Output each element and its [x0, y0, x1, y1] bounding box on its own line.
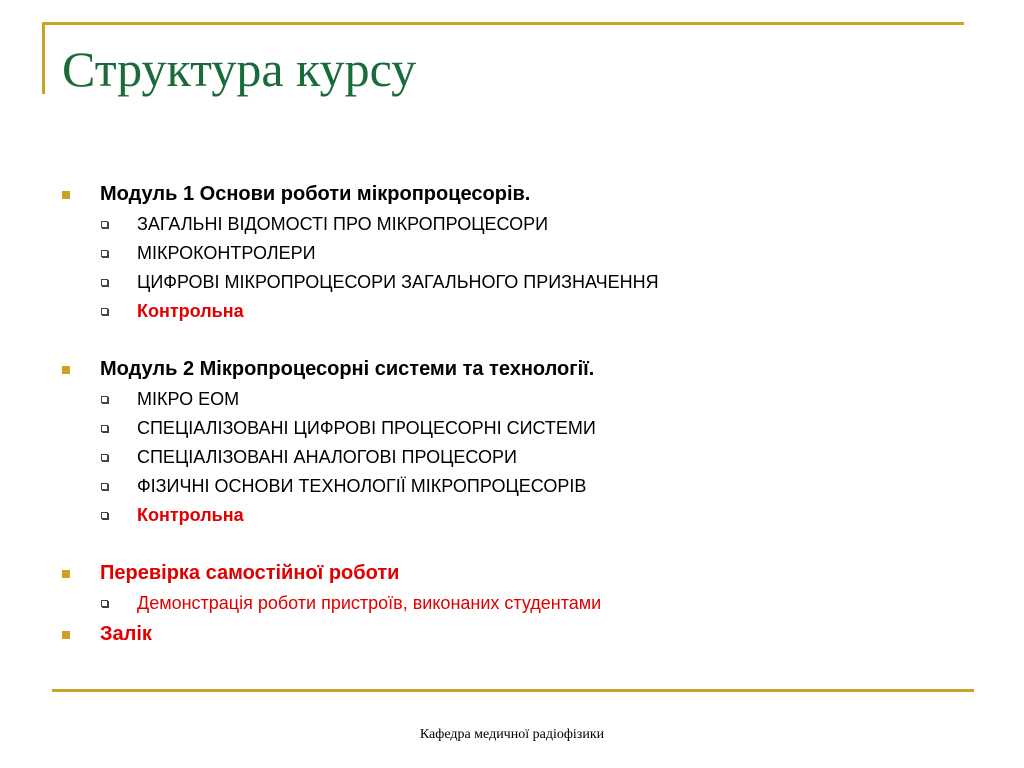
module-2-subitem-label: ФІЗИЧНІ ОСНОВИ ТЕХНОЛОГІЇ МІКРОПРОЦЕСОРІВ	[137, 476, 587, 496]
module-1-subitem-label: ЗАГАЛЬНІ ВІДОМОСТІ ПРО МІКРОПРОЦЕСОРИ	[137, 214, 549, 234]
self-work-subitem-label: Демонстрація роботи пристроїв, виконаних студентами	[137, 593, 602, 613]
hollow-square-bullet-icon	[101, 454, 108, 461]
hollow-square-bullet-icon	[101, 279, 108, 286]
module-2-control-label: Контрольна	[137, 505, 244, 525]
module-1-control-label: Контрольна	[137, 301, 244, 321]
top-accent-line	[42, 22, 964, 25]
hollow-square-bullet-icon	[101, 308, 108, 315]
module-2-subitem-label: МІКРО ЕОМ	[137, 389, 240, 409]
self-work-item	[60, 557, 960, 589]
slide-footer: Кафедра медичної радіофізики	[419, 727, 605, 742]
square-bullet-icon	[62, 191, 70, 199]
slide-content	[60, 178, 960, 650]
hollow-square-bullet-icon	[101, 512, 108, 519]
hollow-square-bullet-icon	[101, 396, 108, 403]
module-2-subitem	[60, 414, 960, 443]
module-2-subitem-label: СПЕЦІАЛІЗОВАНІ ЦИФРОВІ ПРОЦЕСОРНІ СИСТЕМИ	[137, 418, 596, 438]
square-bullet-icon	[62, 366, 70, 374]
slide-title: Структура курсу	[62, 41, 417, 97]
module-1-heading: Модуль 1 Основи роботи мікропроцесорів.	[100, 183, 531, 205]
vertical-accent-line	[42, 22, 45, 94]
module-2-subitem	[60, 443, 960, 472]
square-bullet-icon	[62, 631, 70, 639]
module-2-heading: Модуль 2 Мікропроцесорні системи та технології.	[100, 358, 595, 380]
module-1-subitem	[60, 297, 960, 326]
hollow-square-bullet-icon	[101, 250, 108, 257]
module-1-subitem-label: МІКРОКОНТРОЛЕРИ	[137, 243, 316, 263]
module-2-item	[60, 353, 960, 385]
hollow-square-bullet-icon	[101, 425, 108, 432]
hollow-square-bullet-icon	[101, 221, 108, 228]
exam-item	[60, 618, 960, 650]
module-1-subitem	[60, 239, 960, 268]
exam-heading: Залік	[100, 623, 152, 645]
module-1-item	[60, 178, 960, 210]
module-2-subitem-label: СПЕЦІАЛІЗОВАНІ АНАЛОГОВІ ПРОЦЕСОРИ	[137, 447, 517, 467]
module-1-subitem	[60, 268, 960, 297]
module-2-subitem	[60, 385, 960, 414]
bottom-accent-line	[52, 689, 974, 692]
module-1-subitem-label: ЦИФРОВІ МІКРОПРОЦЕСОРИ ЗАГАЛЬНОГО ПРИЗНАЧЕННЯ	[137, 272, 659, 292]
module-2-subitem	[60, 501, 960, 530]
hollow-square-bullet-icon	[101, 600, 108, 607]
section-spacer	[60, 326, 960, 353]
module-1-subitem	[60, 210, 960, 239]
section-spacer	[60, 530, 960, 557]
self-work-subitem	[60, 589, 960, 618]
self-work-heading: Перевірка самостійної роботи	[100, 562, 400, 584]
module-2-subitem	[60, 472, 960, 501]
hollow-square-bullet-icon	[101, 483, 108, 490]
square-bullet-icon	[62, 570, 70, 578]
